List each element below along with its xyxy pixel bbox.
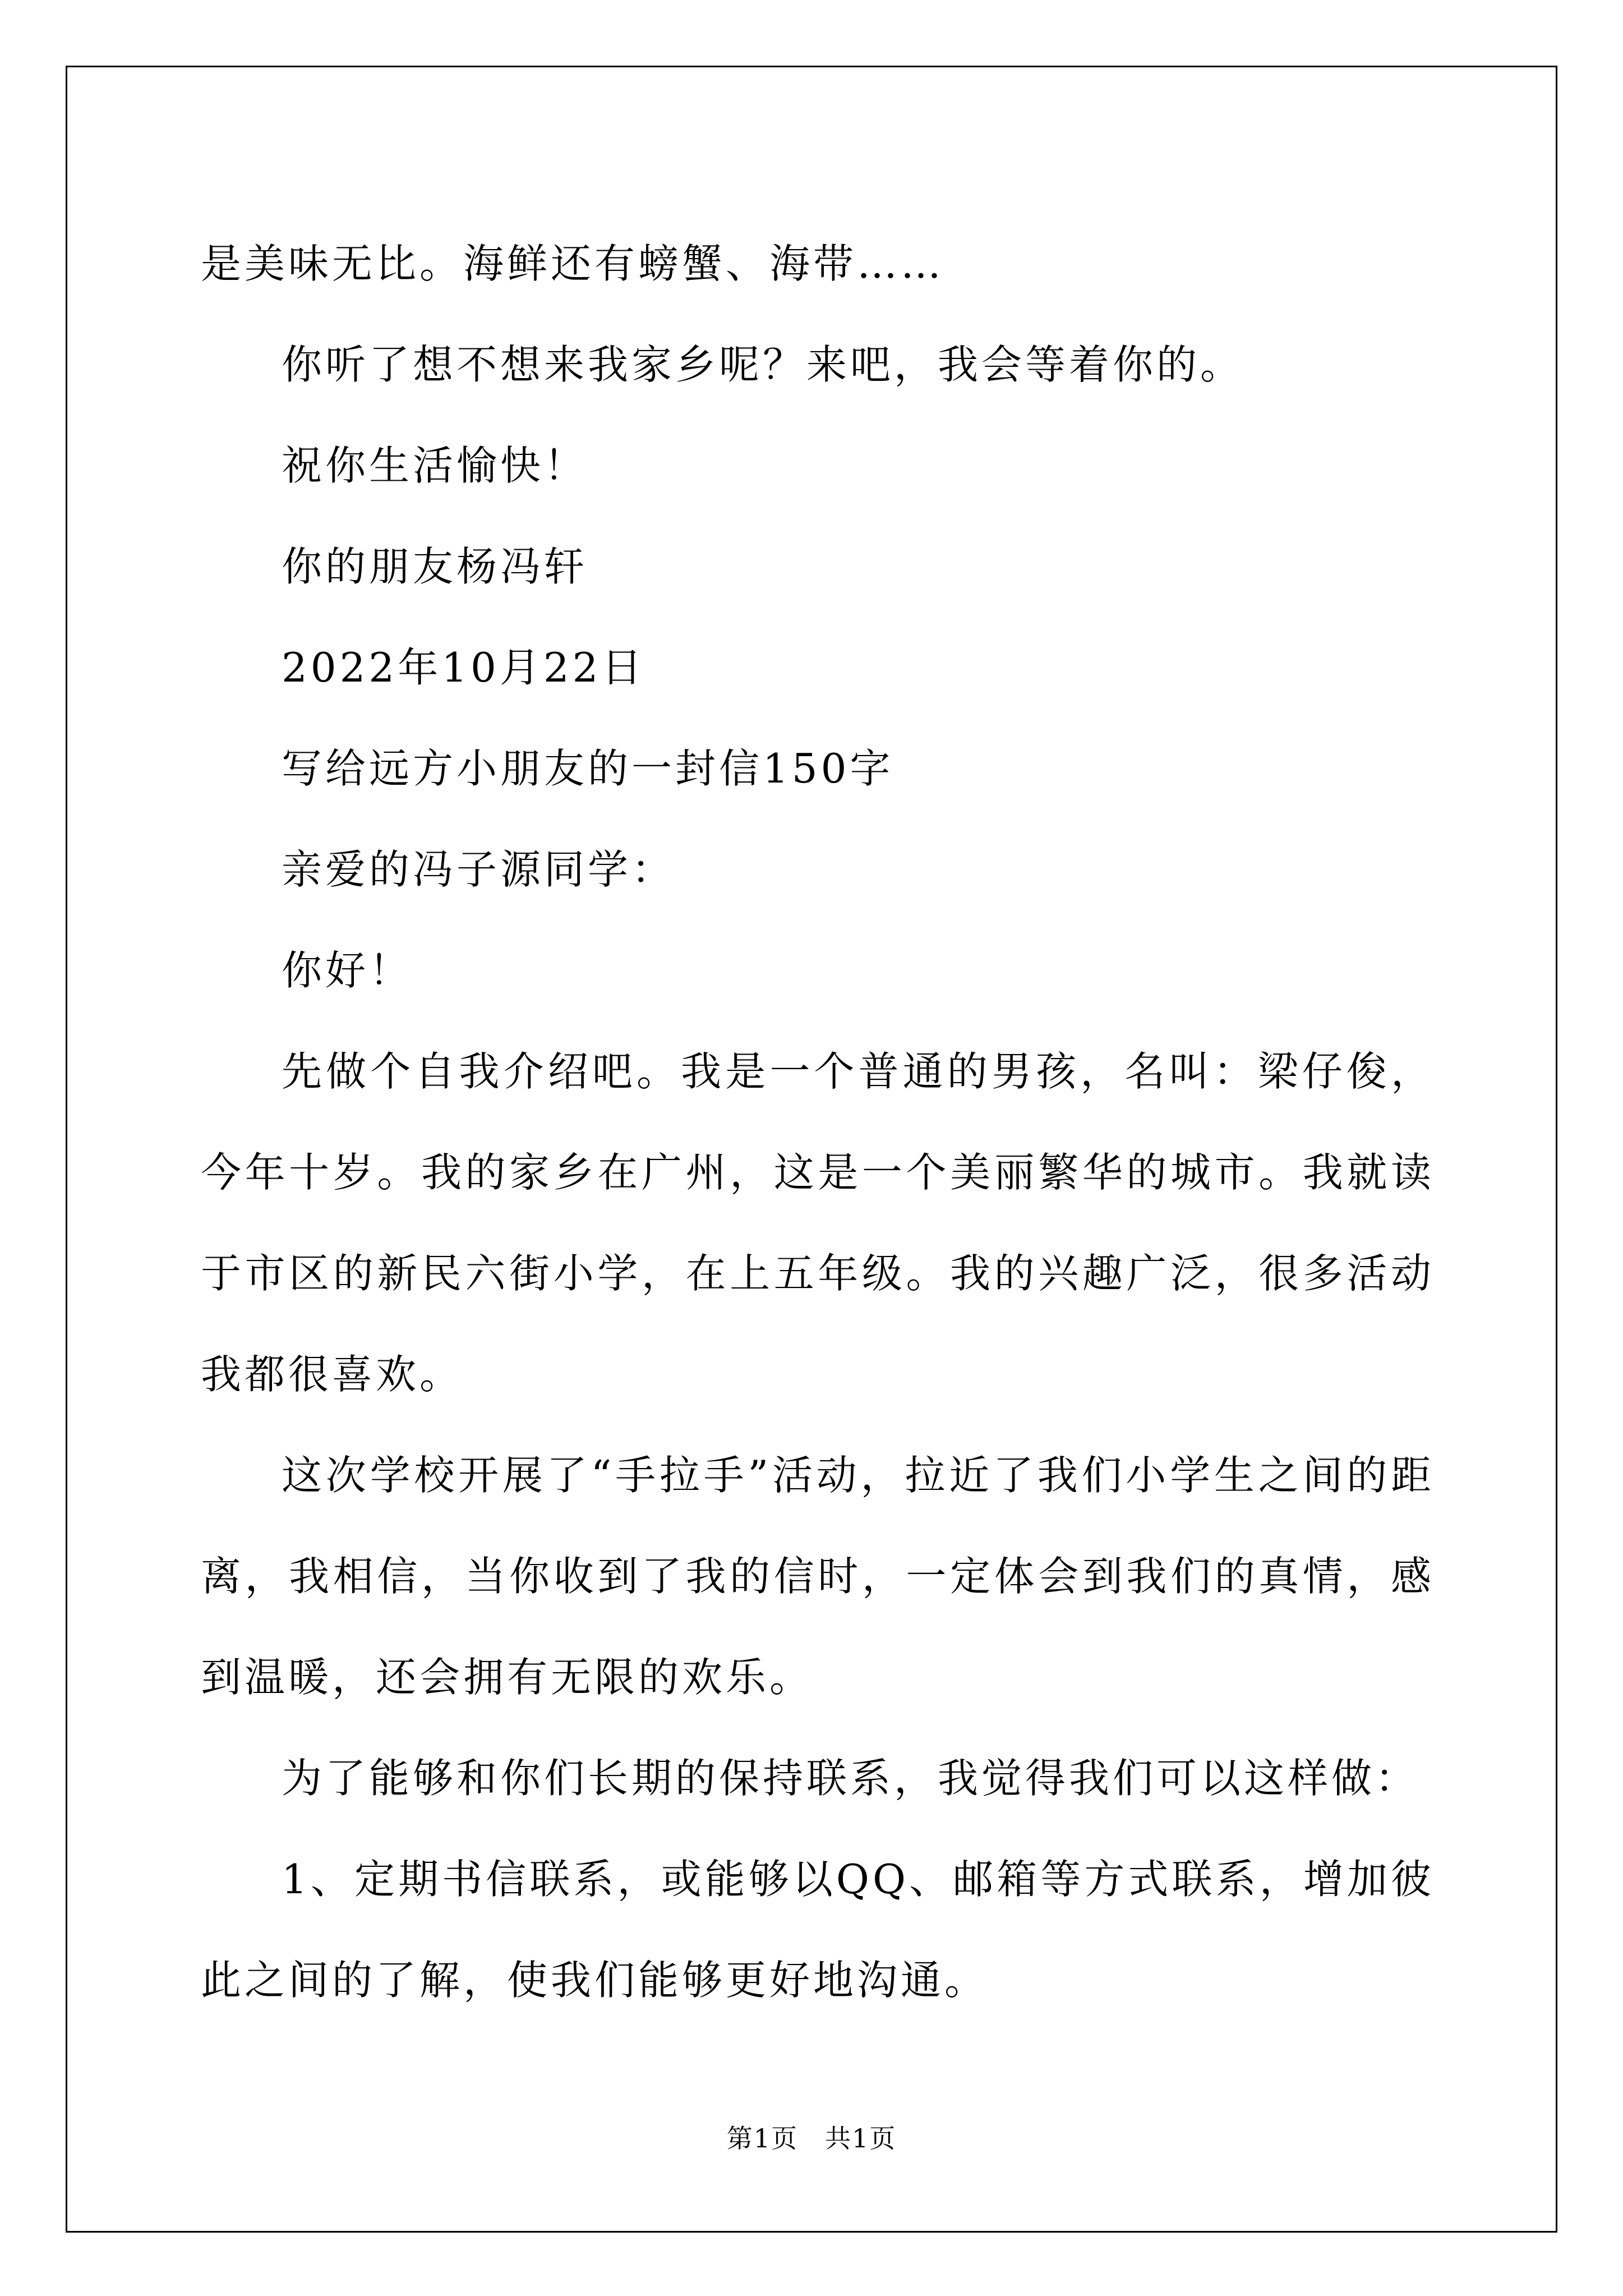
- paragraph-9: 先做个自我介绍吧。我是一个普通的男孩，名叫：梁仔俊，今年十岁。我的家乡在广州，这是一个美丽繁华的城市。我就读于市区的新民六街小学，在上五年级。我的兴趣广泛，很多活动我都很喜欢。: [201, 1048, 1435, 1398]
- document-body: [201, 213, 1435, 2031]
- paragraph-6: 写给远方小朋友的一封信150字: [282, 745, 894, 792]
- paragraph-7: 亲爱的冯子源同学：: [282, 846, 676, 893]
- page-footer: [0, 2122, 1623, 2155]
- paragraph-11: 为了能够和你们长期的保持联系，我觉得我们可以这样做：: [282, 1755, 1419, 1802]
- paragraph-12: 1、定期书信联系，或能够以QQ、邮箱等方式联系，增加彼此之间的了解，使我们能够更好地沟通。: [201, 1856, 1435, 2004]
- paragraph-3: 祝你生活愉快！: [282, 442, 588, 489]
- paragraph-1: 是美味无比。海鲜还有螃蟹、海带……: [201, 240, 945, 287]
- page-number: 第1页: [726, 2123, 798, 2154]
- paragraph-5: 2022年10月22日: [282, 644, 645, 691]
- page-total: 共1页: [825, 2123, 897, 2154]
- paragraph-10: 这次学校开展了“手拉手”活动，拉近了我们小学生之间的距离，我相信，当你收到了我的信时，一定体会到我们的真情，感到温暖，还会拥有无限的欢乐。: [201, 1452, 1435, 1701]
- paragraph-4: 你的朋友杨冯轩: [282, 543, 588, 590]
- paragraph-8: 你好！: [282, 947, 413, 994]
- paragraph-2: 你听了想不想来我家乡呢？来吧，我会等着你的。: [282, 341, 1244, 388]
